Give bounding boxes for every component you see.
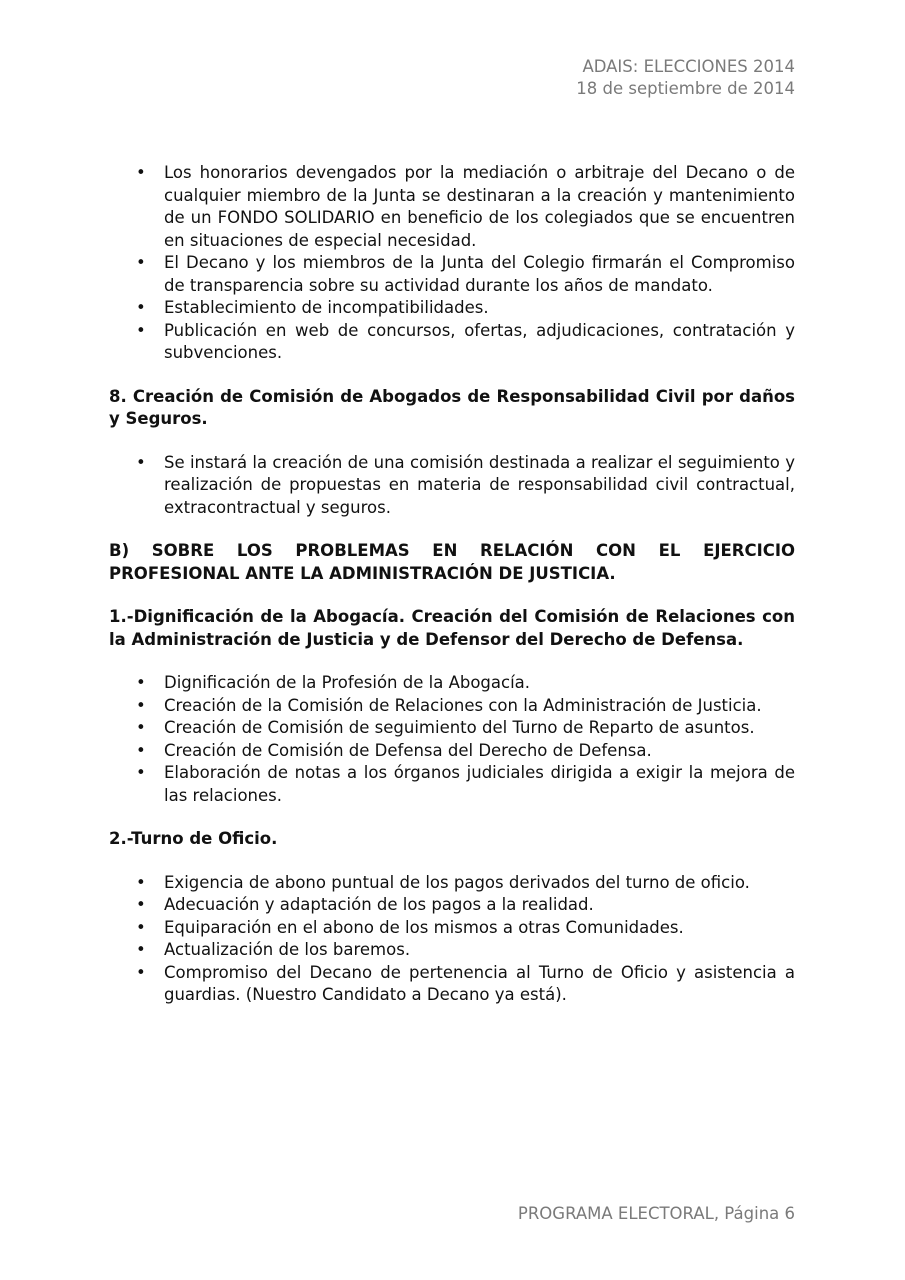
list-item: • Creación de Comisión de Defensa del Derecho de Defensa. — [109, 740, 795, 763]
list-item: • Adecuación y adaptación de los pagos a la realidad. — [109, 894, 795, 917]
list-item: • Creación de Comisión de seguimiento del Turno de Reparto de asuntos. — [109, 717, 795, 740]
list-item: • Establecimiento de incompatibilidades. — [109, 297, 795, 320]
section-2-list — [109, 872, 795, 1007]
list-item: • Se instará la creación de una comisión destinada a realizar el seguimiento y realización de propuestas en materia de responsabilidad civil contractual, extracontractual y seguros. — [109, 452, 795, 520]
section-1-heading: 1.-Dignificación de la Abogacía. Creación del Comisión de Relaciones con la Administración de Justicia y de Defensor del Derecho de Defensa. — [109, 607, 795, 649]
list-item: • Compromiso del Decano de pertenencia al Turno de Oficio y asistencia a guardias. (Nuestro Candidato a Decano ya está). — [109, 962, 795, 1007]
section-1-list — [109, 672, 795, 807]
section-2-heading: 2.-Turno de Oficio. — [109, 829, 278, 848]
page-content — [109, 162, 795, 1007]
list-item: • Publicación en web de concursos, ofertas, adjudicaciones, contratación y subvenciones. — [109, 320, 795, 365]
section-8-heading: 8. Creación de Comisión de Abogados de Responsabilidad Civil por daños y Seguros. — [109, 386, 795, 428]
list-item: • Los honorarios devengados por la mediación o arbitraje del Decano o de cualquier miembro de la Junta se destinaran a la creación y mantenimiento de un FONDO SOLIDARIO en beneficio de los colegiados que se encuentren en situaciones de especial necesidad. — [109, 162, 795, 252]
page-footer: PROGRAMA ELECTORAL, Página 6 — [517, 1204, 795, 1223]
list-item: • Creación de la Comisión de Relaciones con la Administración de Justicia. — [109, 695, 795, 718]
list-item: • Equiparación en el abono de los mismos a otras Comunidades. — [109, 917, 795, 940]
list-item: • Elaboración de notas a los órganos judiciales dirigida a exigir la mejora de las relaciones. — [109, 762, 795, 807]
list-item: • Actualización de los baremos. — [109, 939, 795, 962]
header-title: ADAIS: ELECCIONES 2014 — [582, 57, 795, 76]
page-header — [576, 56, 795, 99]
section-8-list — [109, 452, 795, 520]
header-date: 18 de septiembre de 2014 — [576, 78, 795, 98]
section-b-heading: B) SOBRE LOS PROBLEMAS EN RELACIÓN CON EL EJERCICIO PROFESIONAL ANTE LA ADMINISTRACIÓN DE JUSTICIA. — [109, 541, 795, 583]
transparency-list — [109, 162, 795, 365]
list-item: • Exigencia de abono puntual de los pagos derivados del turno de oficio. — [109, 872, 795, 895]
list-item: • Dignificación de la Profesión de la Abogacía. — [109, 672, 795, 695]
list-item: • El Decano y los miembros de la Junta del Colegio firmarán el Compromiso de transparencia sobre su actividad durante los años de mandato. — [109, 252, 795, 297]
